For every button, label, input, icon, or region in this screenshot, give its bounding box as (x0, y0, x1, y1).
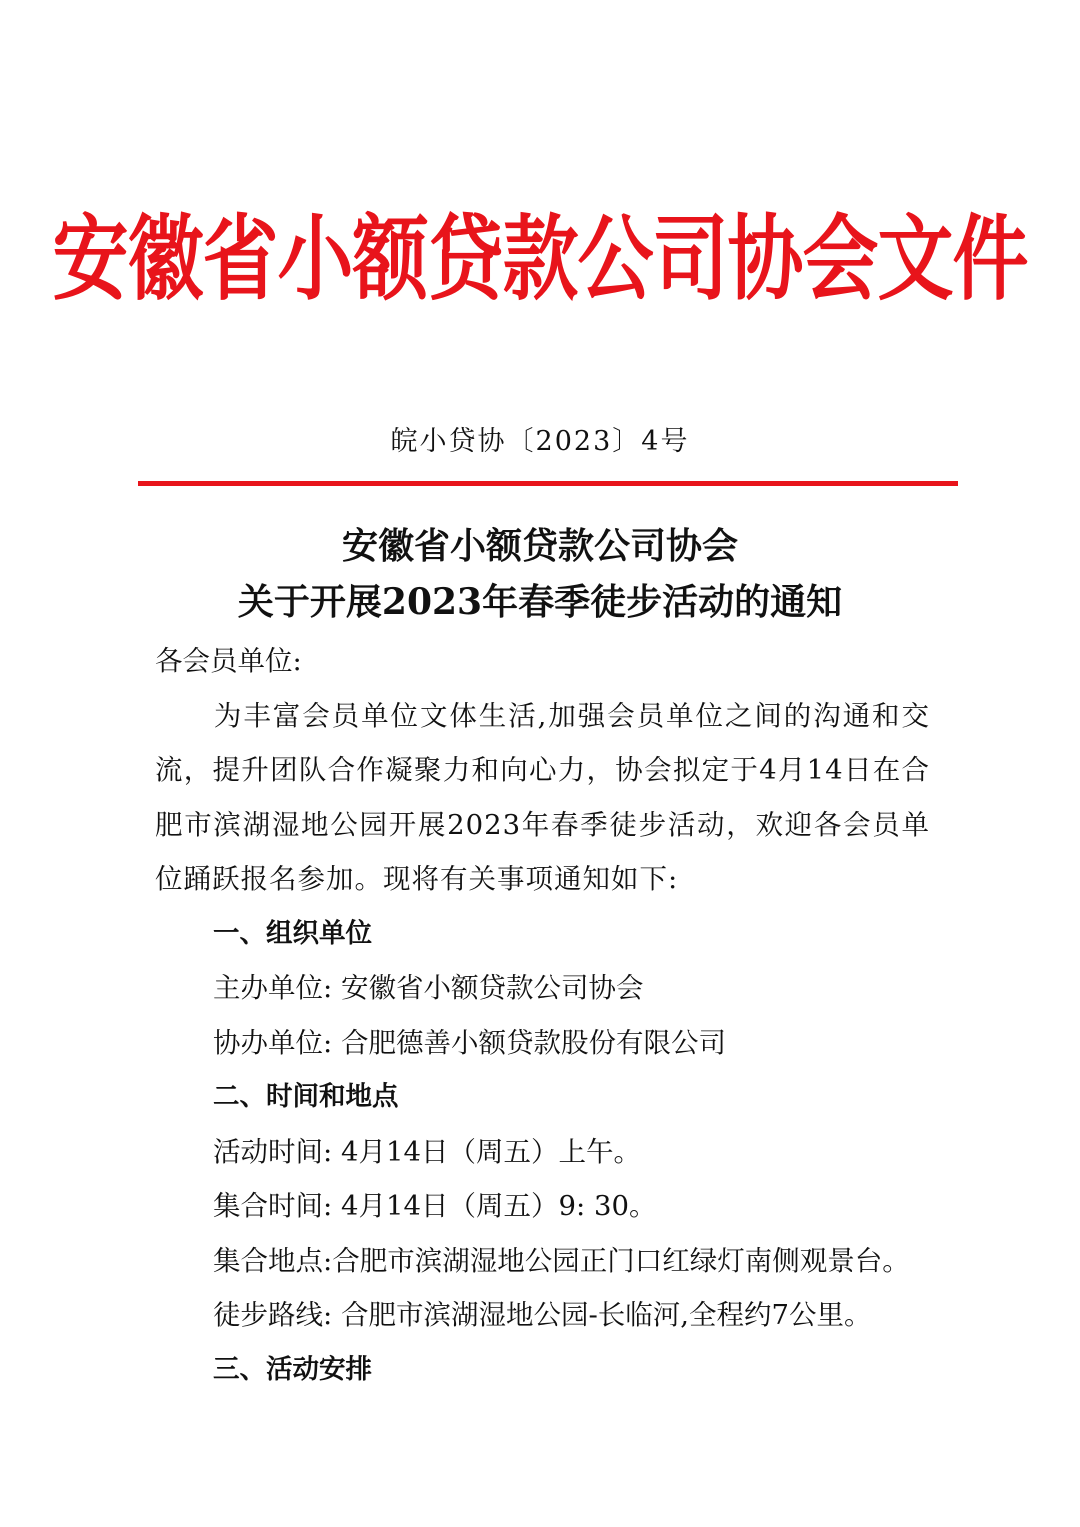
notice-title-line-1: 安徽省小额贷款公司协会 (341, 525, 738, 567)
document-number: 皖小贷协〔2023〕4号 (390, 426, 690, 457)
gather-time: 集合时间: 4月14日（周五）9: 30。 (213, 1190, 657, 1222)
salutation: 各会员单位: (155, 645, 302, 677)
document-header-title: 安徽省小额贷款公司协会文件 (52, 204, 1028, 313)
section-heading-schedule: 三、活动安排 (213, 1353, 372, 1385)
section-heading-time-place: 二、时间和地点 (213, 1081, 399, 1112)
hiking-route: 徒步路线: 合肥市滨湖湿地公园-长临河,全程约7公里。 (213, 1299, 872, 1331)
co-organizer: 协办单位: 合肥德善小额贷款股份有限公司 (213, 1026, 727, 1059)
section-heading-organizers: 一、组织单位 (213, 917, 372, 949)
activity-time: 活动时间: 4月14日（周五）上午。 (213, 1135, 641, 1168)
gather-place: 集合地点:合肥市滨湖湿地公园正门口红绿灯南侧观景台。 (213, 1244, 910, 1277)
host-organizer: 主办单位: 安徽省小额贷款公司协会 (213, 972, 644, 1004)
intro-paragraph (155, 689, 930, 907)
intro-text: 为丰富会员单位文体生活,加强会员单位之间的沟通和交流，提升团队合作凝聚力和向心力，协会拟定于4月14日在合肥市滨湖湿地公园开展2023年春季徒步活动，欢迎各会员单位踊跃报名参加。现将有关事项通知如下: (155, 699, 930, 895)
red-divider-line (138, 481, 958, 486)
notice-body (155, 634, 930, 1397)
notice-title (0, 518, 1080, 630)
notice-title-line-2: 关于开展2023年春季徒步活动的通知 (237, 581, 843, 623)
